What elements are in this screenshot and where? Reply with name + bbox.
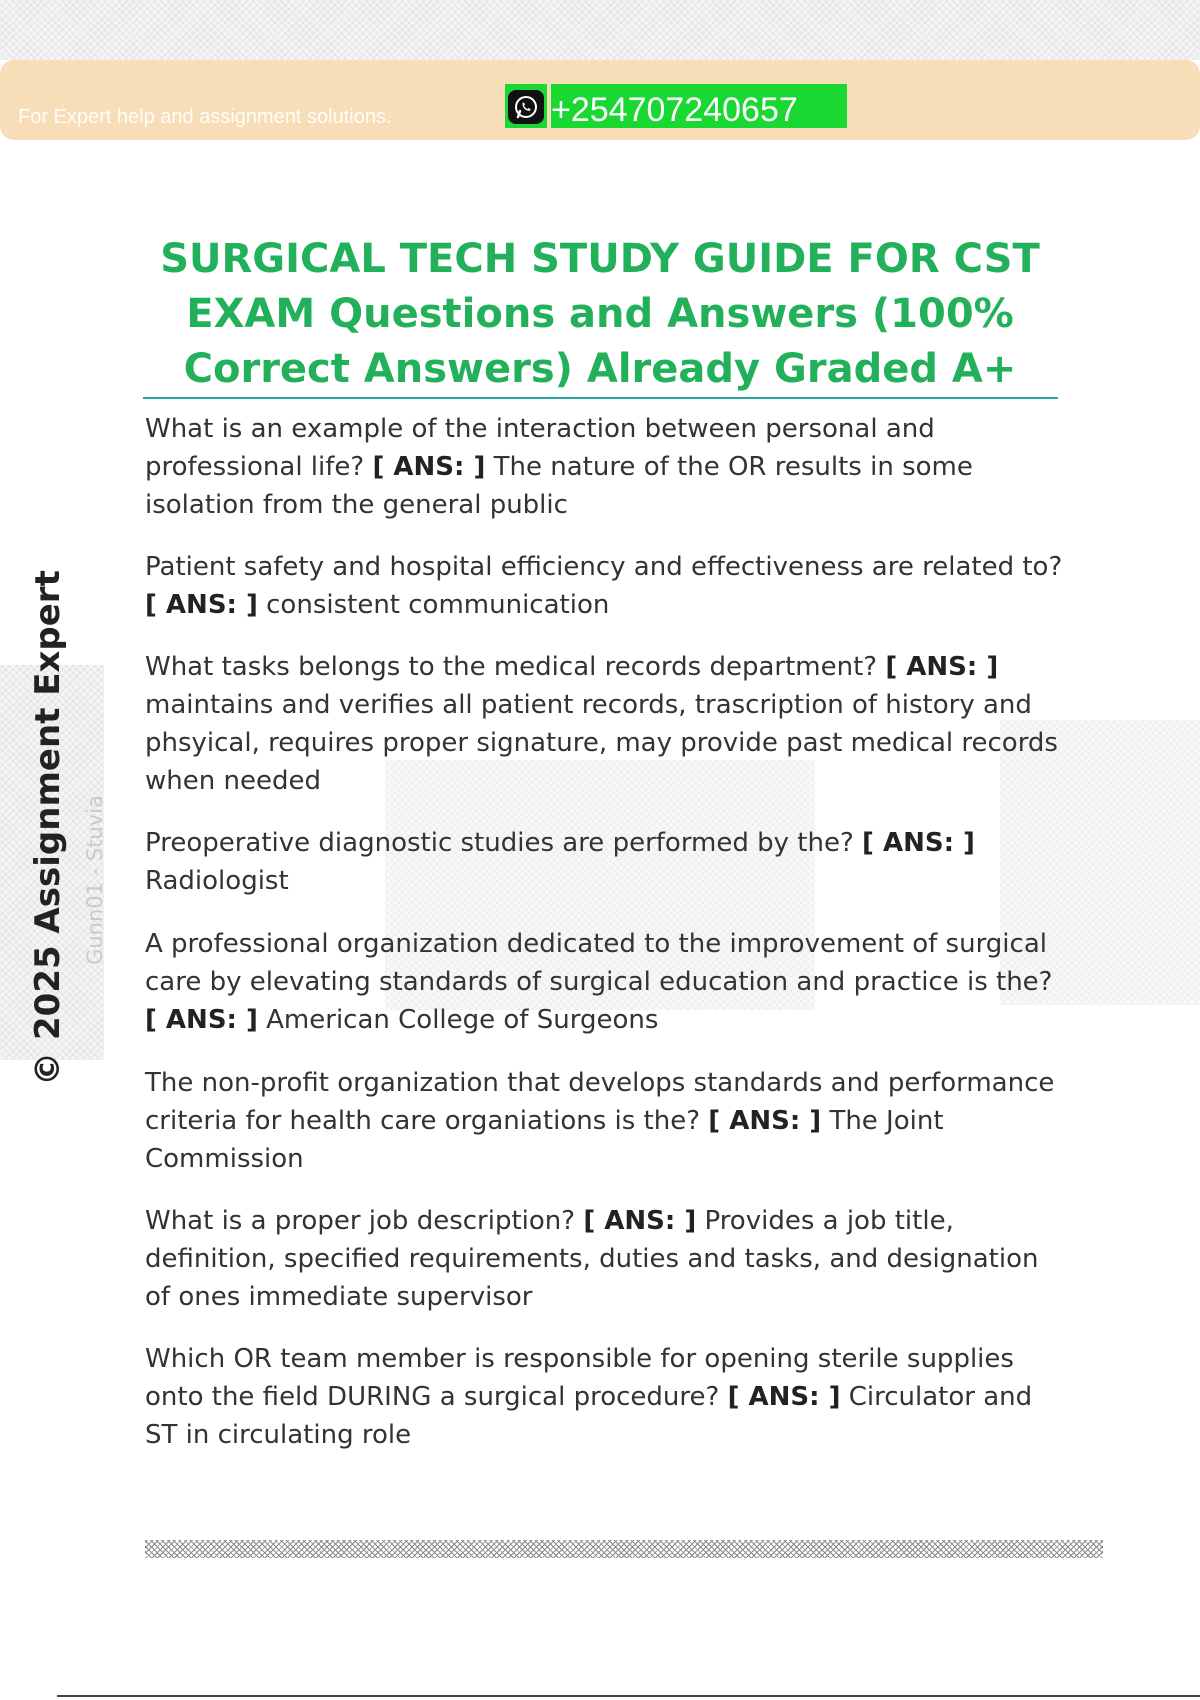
answer-text: The Joint Commission	[145, 1106, 944, 1174]
qa-item	[145, 1202, 1065, 1316]
answer-text: American College of Surgeons	[266, 1005, 659, 1035]
bottom-hatch-band	[145, 1540, 1103, 1558]
document-title: SURGICAL TECH STUDY GUIDE FOR CST EXAM Questions and Answers (100% Correct Answers) Already Graded A+	[160, 236, 1040, 392]
answer-marker: [ ANS: ]	[885, 652, 999, 682]
answer-text: Radiologist	[145, 866, 289, 896]
answer-marker: [ ANS: ]	[727, 1382, 841, 1412]
qa-item	[145, 824, 1065, 900]
question-text: A professional organization dedicated to the improvement of surgical care by elevating standards of surgical education and practice is the?	[145, 929, 1053, 997]
answer-marker: [ ANS: ]	[145, 1005, 258, 1035]
question-text: The non-profit organization that develops standards and performance criteria for health care organiations is the?	[145, 1068, 1055, 1136]
question-text: Which OR team member is responsible for opening sterile supplies onto the field DURING a surgical procedure?	[145, 1344, 1014, 1412]
question-text: What tasks belongs to the medical records department?	[145, 652, 878, 682]
answer-marker: [ ANS: ]	[862, 828, 975, 858]
qa-item	[145, 925, 1065, 1039]
qa-item	[145, 410, 1065, 524]
answer-marker: [ ANS: ]	[583, 1206, 697, 1236]
sidebar-faint-text: Gunn01 - Stuvia	[83, 795, 107, 965]
answer-marker: [ ANS: ]	[372, 452, 486, 482]
answer-text: Provides a job title, definition, specified requirements, duties and tasks, and designation of ones immediate supervisor	[145, 1206, 1039, 1312]
qa-item	[145, 648, 1065, 800]
banner-help-text: For Expert help and assignment solutions.	[18, 106, 392, 128]
answer-text: Circulator and ST in circulating role	[145, 1382, 1033, 1450]
answer-text: consistent communication	[266, 590, 610, 620]
answer-text: The nature of the OR results in some isolation from the general public	[145, 452, 973, 520]
title-divider	[143, 397, 1058, 399]
qa-item	[145, 548, 1065, 624]
copyright-mark: © 2025 Assignment Expert	[28, 570, 68, 1086]
answer-marker: [ ANS: ]	[145, 590, 258, 620]
question-text: What is a proper job description?	[145, 1206, 576, 1236]
question-text: What is an example of the interaction between personal and professional life?	[145, 414, 935, 482]
answer-text: maintains and verifies all patient records, trascription of history and phsyical, requires proper signature, may provide past medical records when needed	[145, 690, 1058, 796]
answer-marker: [ ANS: ]	[708, 1106, 822, 1136]
top-hatch-band	[0, 0, 1200, 60]
qa-item	[145, 1340, 1065, 1454]
whatsapp-icon[interactable]	[508, 90, 544, 124]
footer-divider	[57, 1695, 1200, 1697]
question-text: Preoperative diagnostic studies are performed by the?	[145, 828, 854, 858]
phone-number-link[interactable]: +254707240657	[551, 84, 847, 128]
question-text: Patient safety and hospital efficiency and effectiveness are related to?	[145, 552, 1063, 582]
qa-item	[145, 1064, 1065, 1178]
